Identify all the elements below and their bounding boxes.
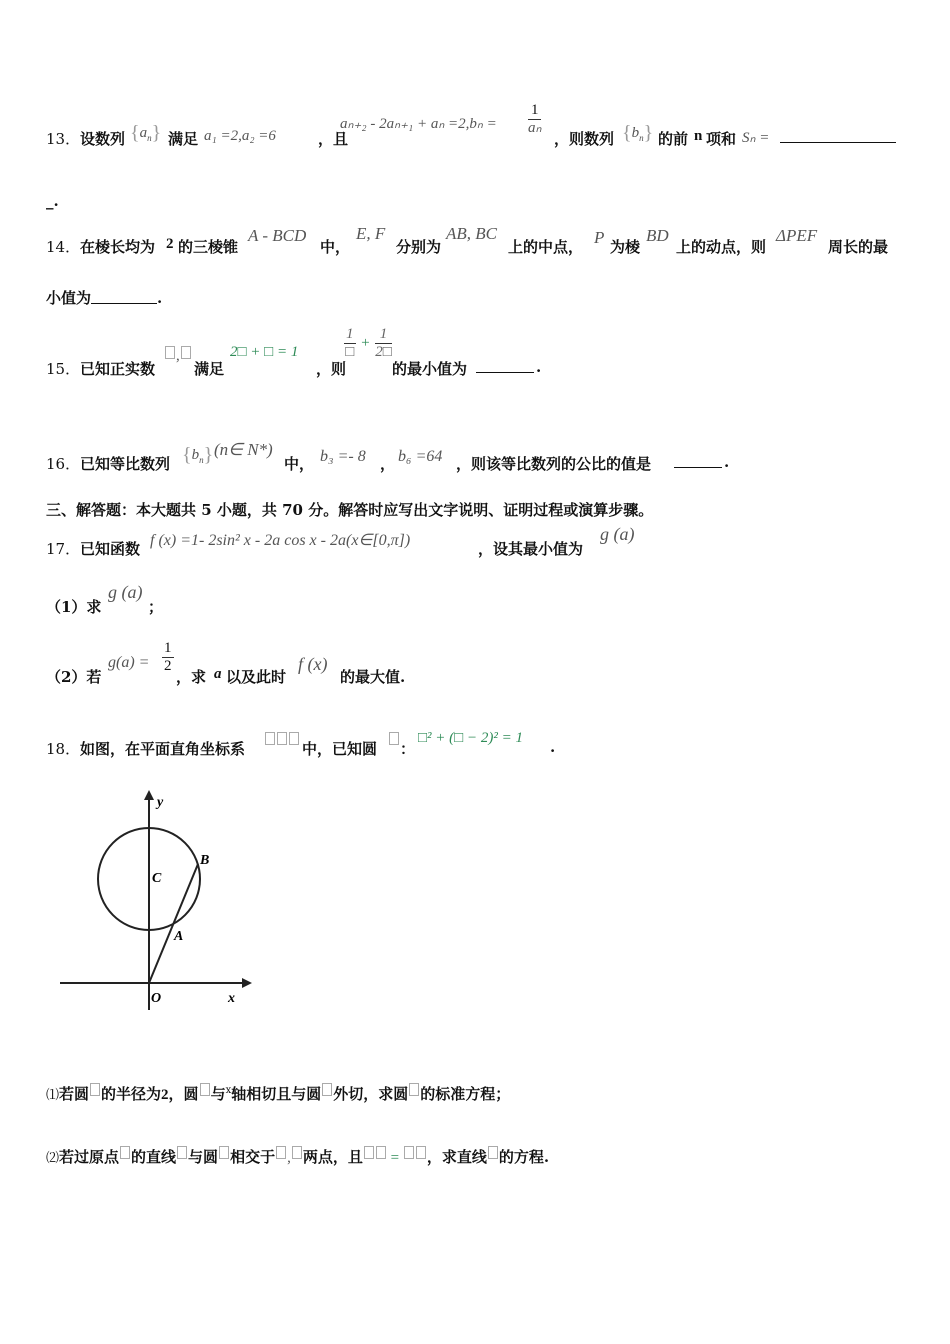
q16-text-4: . xyxy=(724,453,730,471)
q18-p2-text-7: 的方程. xyxy=(498,1148,550,1166)
q14-text-2: 的三棱锥 xyxy=(178,238,239,256)
q17-text-2: ，设其最小值为 xyxy=(478,540,584,558)
coordinate-figure xyxy=(56,786,256,1016)
q18-p1-two: 2 xyxy=(161,1087,169,1103)
q13-text-1: 设数列 xyxy=(80,130,126,148)
y-axis-arrow-icon xyxy=(144,790,154,800)
q16-condition: (n∈ N*) xyxy=(214,440,273,459)
q15-answer-blank[interactable] xyxy=(476,360,534,373)
q18-part-2: ⑵若过原点 的直线 与圆 相交于 , 两点，且 = ，求直线 的方程. xyxy=(46,1148,550,1166)
q14-text-6: 为棱 xyxy=(610,238,641,256)
q13-seq-b: $\{b_n\}$ xyxy=(622,122,654,144)
q17-p1-label: （1）求 xyxy=(46,598,102,616)
q13-n: n xyxy=(694,128,703,144)
q14-ef: E, F xyxy=(356,224,386,243)
q16-text-2: 中， xyxy=(284,455,315,473)
q14-text-4: 分别为 xyxy=(396,238,442,256)
label-x: x xyxy=(228,991,235,1006)
q13-seq-a: $\{a_n\}$ xyxy=(130,122,162,144)
missing-glyph xyxy=(416,1146,426,1159)
q17-p2-eq: g(a) = xyxy=(108,654,150,671)
q17-function: f (x) =1- 2sin² x - 2a cos x - 2a(x∈[0,π]) xyxy=(150,532,411,549)
q13-fraction: $\frac{1}{\text{aₙ}}$ xyxy=(528,102,542,136)
q18-coord-system xyxy=(264,732,300,750)
q13-recurrence: aₙ₊₂ - 2aₙ₊₁ + aₙ =2,bₙ = xyxy=(340,116,497,132)
q17-ga: g (a) xyxy=(600,524,635,544)
q15-text-4: 的最小值为 xyxy=(392,360,468,378)
q16-answer-blank[interactable] xyxy=(674,455,722,468)
q17-p2-a: a xyxy=(214,666,222,682)
missing-glyph xyxy=(276,1146,286,1159)
missing-glyph xyxy=(219,1146,229,1159)
q18-p1-x: x xyxy=(225,1085,232,1096)
q13-text-2: 满足 xyxy=(168,130,199,148)
q13-text-4: ，则数列 xyxy=(554,130,615,148)
q18-p1-text-3: ，圆 xyxy=(168,1085,199,1103)
label-o: O xyxy=(151,991,162,1006)
q15-condition: 2□ + □ = 1 xyxy=(230,344,299,360)
missing-glyph xyxy=(289,732,299,745)
missing-glyph xyxy=(376,1146,386,1159)
q17-p2-label: （2）若 xyxy=(46,668,102,686)
q18-p1-text-6: 外切，求圆 xyxy=(333,1085,409,1103)
q14-text-7: 上的动点，则 xyxy=(676,238,767,256)
missing-glyph xyxy=(200,1083,210,1096)
q18-p1-text-2: 的半径为 xyxy=(101,1085,162,1103)
missing-glyph xyxy=(364,1146,374,1159)
q16-b3: b₃ =- 8 xyxy=(320,448,366,465)
q17-p2-text-3: 的最大值. xyxy=(340,668,406,686)
missing-glyph xyxy=(265,732,275,745)
q13-number: 13． xyxy=(46,130,81,148)
q18-circle-name xyxy=(388,732,400,750)
q17-p2-text-1: ，求 xyxy=(176,668,207,686)
missing-glyph xyxy=(165,346,175,359)
missing-glyph xyxy=(322,1083,332,1096)
label-a: A xyxy=(174,929,184,944)
q14-bd: BD xyxy=(646,226,669,245)
q18-p1-label: ⑴ xyxy=(46,1088,60,1103)
q13-condition: a₁ =2,a₂ =6 xyxy=(204,128,276,144)
q15-expression: $\frac{1}{□}$ + $\frac{1}{2□}$ xyxy=(345,326,392,360)
q18-p2-eq: = xyxy=(390,1150,400,1166)
q18-p2-text-3: 与圆 xyxy=(188,1148,219,1166)
q16-number: 16． xyxy=(46,455,81,473)
q14-text-3: 中， xyxy=(320,238,351,256)
q13-text-6: 项和 xyxy=(706,130,737,148)
q18-number: 18． xyxy=(46,740,81,758)
q13-text-3: ，且 xyxy=(318,130,349,148)
q17-p1-ga: g (a) xyxy=(108,582,143,602)
q14-text-1: 在棱长均为 xyxy=(80,238,156,256)
q17-p2-text-2: 以及此时 xyxy=(226,668,287,686)
q14-tetrahedron: A - BCD xyxy=(248,226,307,245)
q18-text-2: 中，已知圆 xyxy=(302,740,378,758)
q18-colon: ： xyxy=(400,740,416,758)
q17-number: 17． xyxy=(46,540,81,558)
q13-text-5: 的前 xyxy=(658,130,689,148)
missing-glyph xyxy=(409,1083,419,1096)
q14-text-10: . xyxy=(157,289,163,307)
q13-answer-blank[interactable] xyxy=(780,130,896,143)
q16-text-3: ，则该等比数列的公比的值是 xyxy=(456,455,652,473)
q16-comma: ， xyxy=(380,455,396,473)
q16-seq-b: $\{b_n\}$ xyxy=(182,444,214,466)
q14-line-2 xyxy=(46,287,162,308)
missing-glyph xyxy=(488,1146,498,1159)
q18-text-1: 如图，在平面直角坐标系 xyxy=(80,740,246,758)
q18-p2-text-4: 相交于 xyxy=(230,1148,276,1166)
q18-p1-text-1: 若圆 xyxy=(59,1085,90,1103)
section-3-header: 三、解答题：本大题共 5 小题，共 70 分。解答时应写出文字说明、证明过程或演算步骤。 xyxy=(46,501,654,519)
q14-p: P xyxy=(594,228,605,247)
q13-tail: _. xyxy=(46,192,59,210)
label-c: C xyxy=(152,871,162,886)
label-b: B xyxy=(200,853,210,868)
missing-glyph xyxy=(389,732,399,745)
q18-p2-text-1: 若过原点 xyxy=(59,1148,120,1166)
q14-text-5: 上的中点， xyxy=(508,238,584,256)
q15-variables: , xyxy=(164,346,192,365)
q18-part-1 xyxy=(46,1083,510,1104)
missing-glyph xyxy=(404,1146,414,1159)
q18-p2-text-5: 两点，且 xyxy=(302,1148,363,1166)
missing-glyph xyxy=(177,1146,187,1159)
q18-p1-text-5: 轴相切且与圆 xyxy=(231,1085,322,1103)
q14-abbc: AB, BC xyxy=(446,224,497,243)
q18-p2-text-6: ，求直线 xyxy=(426,1148,487,1166)
q14-answer-blank[interactable] xyxy=(91,291,157,304)
q18-end: . xyxy=(550,738,556,756)
q18-p2-text-2: 的直线 xyxy=(131,1148,177,1166)
q18-p1-text-4: 与 xyxy=(210,1085,226,1103)
q13-sum: Sₙ = xyxy=(742,130,770,146)
q17-p1-end: ； xyxy=(148,598,164,616)
q18-p1-text-7: 的标准方程； xyxy=(420,1085,511,1103)
q17-p2-fraction: $\frac{1}{2}$ xyxy=(164,640,172,674)
q17-text-1: 已知函数 xyxy=(80,540,141,558)
q15-text-3: ，则 xyxy=(316,360,347,378)
q15-text-5: . xyxy=(536,358,542,376)
missing-glyph xyxy=(277,732,287,745)
missing-glyph xyxy=(181,346,191,359)
q18-equation: □² + (□ − 2)² = 1 xyxy=(418,730,523,746)
q14-text-8: 周长的最 xyxy=(828,238,889,256)
q18-p2-label: ⑵ xyxy=(46,1151,60,1166)
q17-p2-fx: f (x) xyxy=(298,654,328,674)
q14-two: 2 xyxy=(166,236,174,252)
q14-text-9: 小值为 xyxy=(46,289,92,307)
x-axis-arrow-icon xyxy=(242,978,252,988)
q14-number: 14． xyxy=(46,238,81,256)
q14-pef: ΔPEF xyxy=(776,226,818,245)
missing-glyph xyxy=(90,1083,100,1096)
q15-number: 15． xyxy=(46,360,81,378)
q16-b6: b₆ =64 xyxy=(398,448,443,465)
q15-text-1: 已知正实数 xyxy=(80,360,156,378)
missing-glyph xyxy=(120,1146,130,1159)
q16-text-1: 已知等比数列 xyxy=(80,455,171,473)
missing-glyph xyxy=(292,1146,302,1159)
q15-text-2: 满足 xyxy=(194,360,225,378)
label-y: y xyxy=(157,795,164,810)
